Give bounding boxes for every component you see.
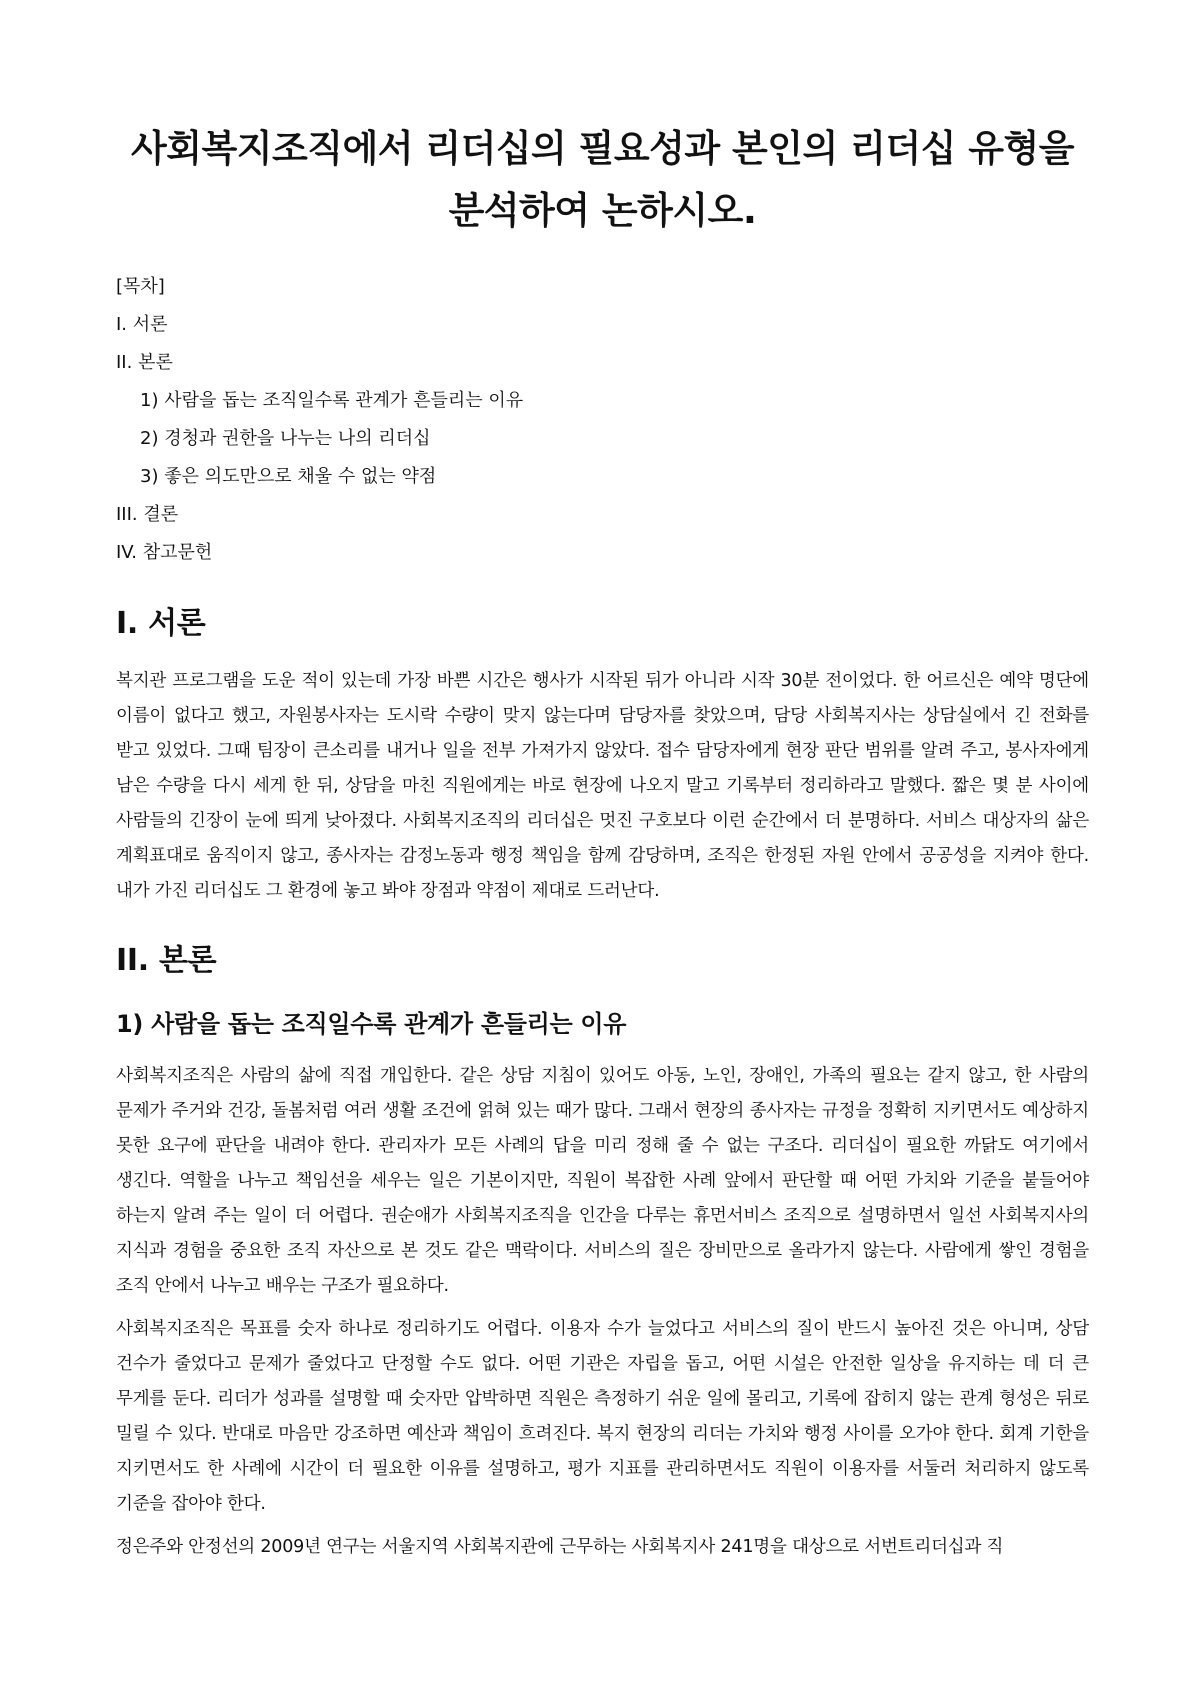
toc-item-intro: I. 서론 xyxy=(116,314,168,335)
body-paragraph: 정은주와 안정선의 2009년 연구는 서울지역 사회복지관에 근무하는 사회복지사 241명을 대상으로 서번트리더십과 직 xyxy=(116,1537,1004,1557)
toc-item-conclusion: III. 결론 xyxy=(116,504,179,525)
toc-item-body-2: 2) 경청과 권한을 나누는 나의 리더십 xyxy=(140,428,431,449)
section-introduction xyxy=(116,602,1089,909)
subsection-heading-1: 1) 사람을 돕는 조직일수록 관계가 흔들리는 이유 xyxy=(116,1010,627,1038)
body-paragraph: 사회복지조직은 사람의 삶에 직접 개입한다. 같은 상담 지침이 있어도 아동, 노인, 장애인, 가족의 필요는 같지 않고, 한 사람의 문제가 주거와 건강, 돌봄처럼 여러 생활 조건에 얽혀 있는 때가 많다. 그래서 현장의 종사자는 규정을 정확히 지키면서도 예상하지 못한 요구에 판단을 내려야 한다. 관리자가 모든 사례의 답을 미리 정해 줄 수 없는 구조다. 리더십이 필요한 까닭도 여기에서 생긴다. 역할을 나누고 책임선을 세우는 일은 기본이지만, 직원이 복잡한 사례 앞에서 판단할 때 어떤 가치와 기준을 붙들어야 하는지 알려 주는 일이 더 어렵다. 권순애가 사회복지조직을 인간을 다루는 휴먼서비스 조직으로 설명하면서 일선 사회복지사의 지식과 경험을 중요한 조직 자산으로 본 것도 같은 맥락이다. 서비스의 질은 장비만으로 올라가지 않는다. 사람에게 쌓인 경험을 조직 안에서 나누고 배우는 구조가 필요하다. xyxy=(116,1066,1089,1296)
section-heading-body: II. 본론 xyxy=(116,943,217,978)
body-paragraph: 사회복지조직은 목표를 숫자 하나로 정리하기도 어렵다. 이용자 수가 늘었다고 서비스의 질이 반드시 높아진 것은 아니며, 상담 건수가 줄었다고 문제가 줄었다고 단정할 수도 없다. 어떤 기관은 자립을 돕고, 어떤 시설은 안전한 일상을 유지하는 데 더 큰 무게를 둔다. 리더가 성과를 설명할 때 숫자만 압박하면 직원은 측정하기 쉬운 일에 몰리고, 기록에 잡히지 않는 관계 형성은 뒤로 밀릴 수 있다. 반대로 마음만 강조하면 예산과 책임이 흐려진다. 복지 현장의 리더는 가치와 행정 사이를 오가야 한다. 회계 기한을 지키면서도 한 사례에 시간이 더 필요한 이유를 설명하고, 평가 지표를 관리하면서도 직원이 이용자를 서둘러 처리하지 않도록 기준을 잡아야 한다. xyxy=(116,1319,1089,1514)
toc-item-body-3: 3) 좋은 의도만으로 채울 수 없는 약점 xyxy=(140,466,437,487)
toc-item-body: II. 본론 xyxy=(116,352,173,373)
toc-heading: [목차] xyxy=(116,276,165,297)
document-title: 사회복지조직에서 리더십의 필요성과 본인의 리더십 유형을 분석하여 논하시오. xyxy=(131,127,1074,232)
table-of-contents xyxy=(116,268,1089,572)
section-body xyxy=(116,939,1089,1565)
toc-item-body-1: 1) 사람을 돕는 조직일수록 관계가 흔들리는 이유 xyxy=(140,390,524,411)
intro-paragraph: 복지관 프로그램을 도운 적이 있는데 가장 바쁜 시간은 행사가 시작된 뒤가 아니라 시작 30분 전이었다. 한 어르신은 예약 명단에 이름이 없다고 했고, 자원봉사자는 도시락 수량이 맞지 않는다며 담당자를 찾았으며, 담당 사회복지사는 상담실에서 긴 전화를 받고 있었다. 그때 팀장이 큰소리를 내거나 일을 전부 가져가지 않았다. 접수 담당자에게 현장 판단 범위를 알려 주고, 봉사자에게 남은 수량을 다시 세게 한 뒤, 상담을 마친 직원에게는 바로 현장에 나오지 말고 기록부터 정리하라고 말했다. 짧은 몇 분 사이에 사람들의 긴장이 눈에 띄게 낮아졌다. 사회복지조직의 리더십은 멋진 구호보다 이런 순간에서 더 분명하다. 서비스 대상자의 삶은 계획표대로 움직이지 않고, 종사자는 감정노동과 행정 책임을 함께 감당하며, 조직은 한정된 자원 안에서 공공성을 지켜야 한다. 내가 가진 리더십도 그 환경에 놓고 봐야 장점과 약점이 제대로 드러난다. xyxy=(116,671,1089,901)
toc-item-references: IV. 참고문헌 xyxy=(116,542,213,563)
section-heading-introduction: I. 서론 xyxy=(116,606,206,641)
